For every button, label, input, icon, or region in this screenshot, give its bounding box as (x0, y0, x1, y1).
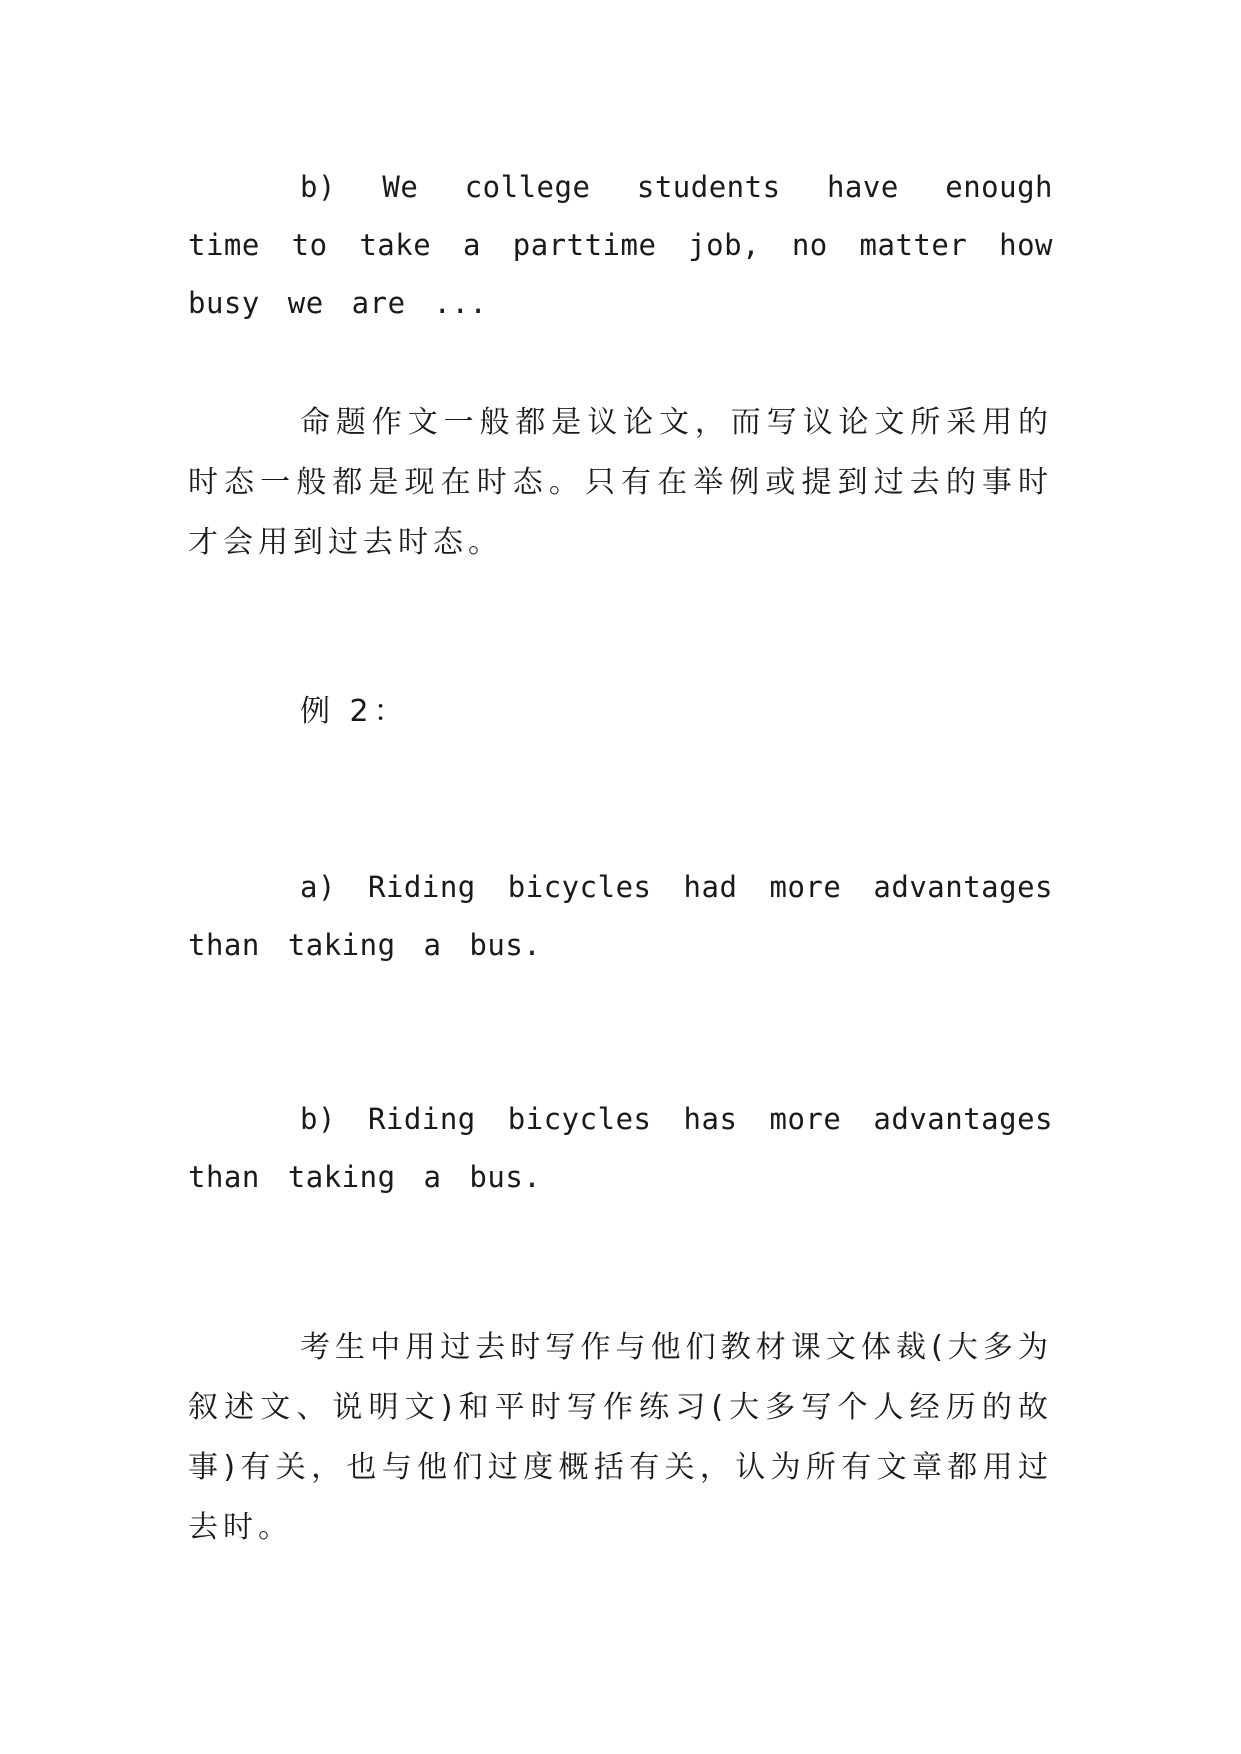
paragraph-past-tense-cause: 考生中用过去时写作与他们教材课文体裁(大多为叙述文、说明文)和平时写作练习(大多写个人经历的故事)有关，也与他们过度概括有关，认为所有文章都用过去时。 (188, 1330, 1053, 1545)
paragraph-example-1b: b) We college students have enough time to take a parttime job, no matter how busy we are ... (188, 170, 1053, 320)
paragraph-example-2a: a) Riding bicycles had more advantages than taking a bus. (188, 870, 1053, 962)
paragraph-example-2-heading: 例 2： (300, 694, 409, 729)
paragraph-tense-explanation: 命题作文一般都是议论文，而写议论文所采用的时态一般都是现在时态。只有在举例或提到过去的事时才会用到过去时态。 (188, 405, 1053, 560)
paragraph-example-2b: b) Riding bicycles has more advantages than taking a bus. (188, 1102, 1053, 1194)
